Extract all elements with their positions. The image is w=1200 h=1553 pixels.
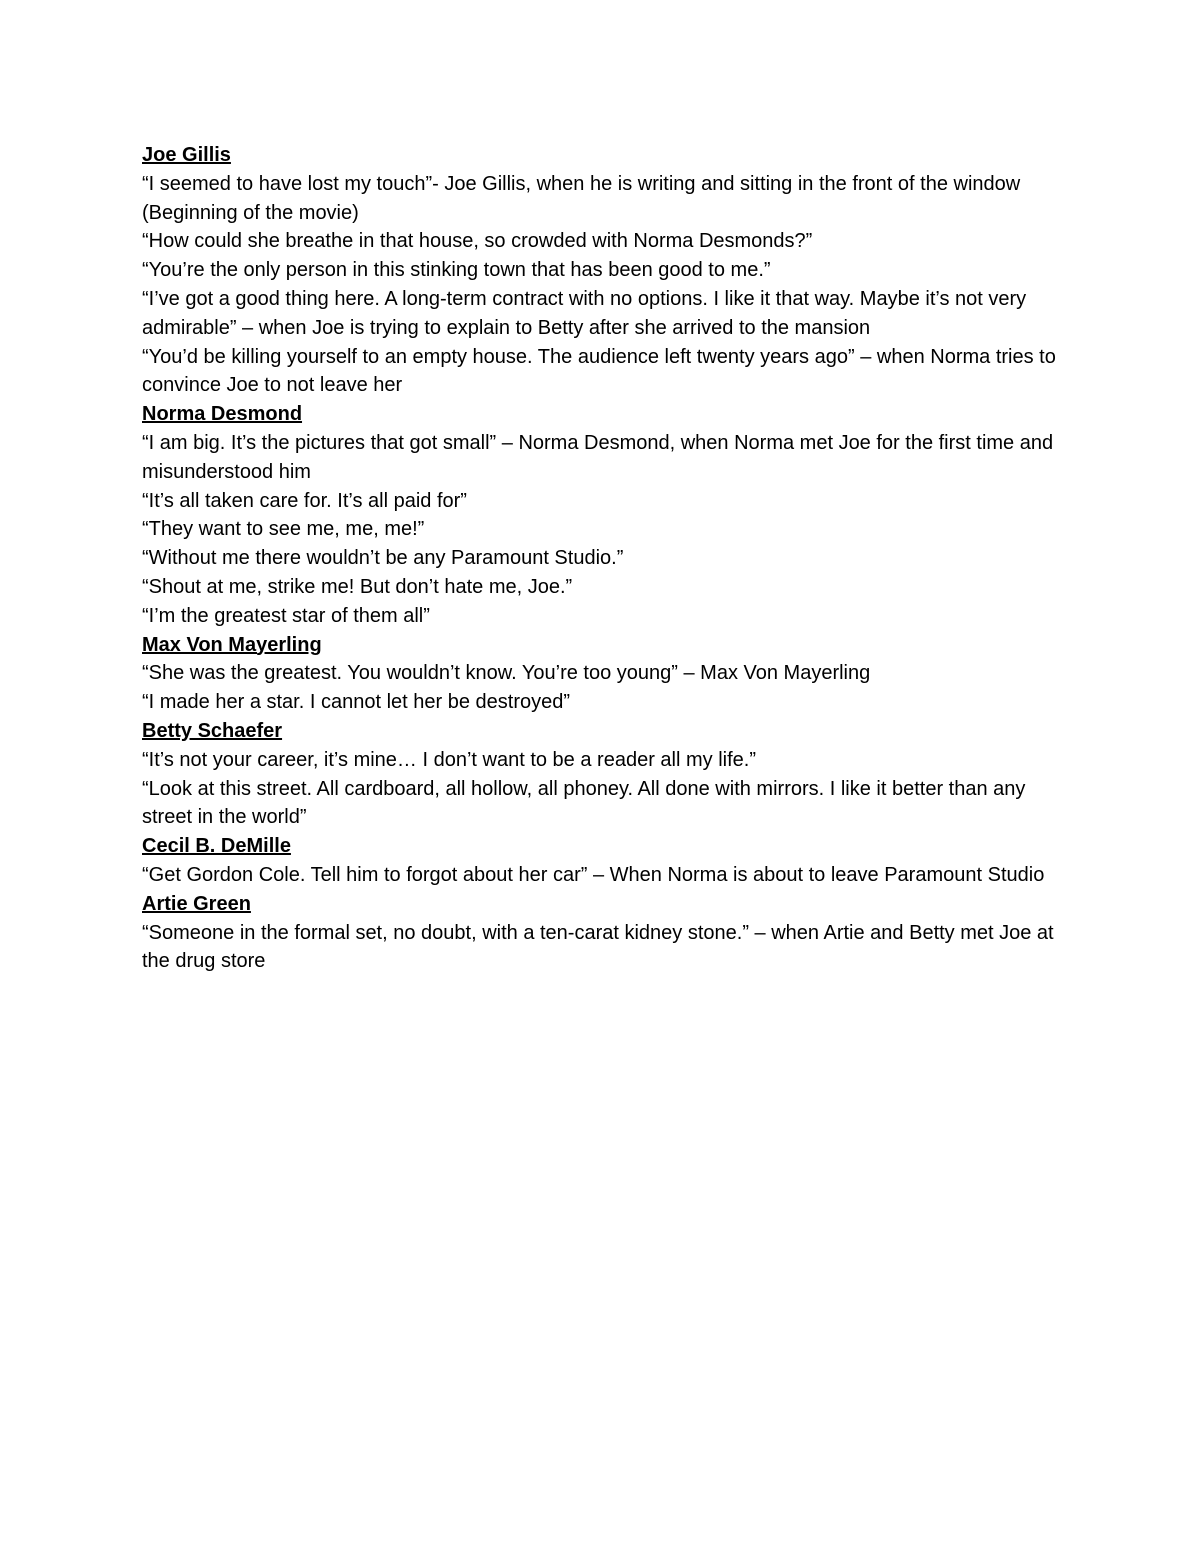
quote: “You’re the only person in this stinking town that has been good to me.” bbox=[142, 259, 771, 282]
quote: “How could she breathe in that house, so crowded with Norma Desmonds?” bbox=[142, 230, 813, 253]
section-heading: Artie Green bbox=[142, 892, 251, 915]
quote: “You’d be killing yourself to an empty house. The audience left twenty years ago” – when Norma tries to convince Joe to not leave her bbox=[142, 345, 1056, 397]
quote: “They want to see me, me, me!” bbox=[142, 518, 425, 541]
quote: “I’m the greatest star of them all” bbox=[142, 604, 430, 627]
section-heading: Norma Desmond bbox=[142, 403, 303, 426]
quote: “I made her a star. I cannot let her be destroyed” bbox=[142, 691, 571, 714]
section-heading: Cecil B. DeMille bbox=[142, 835, 291, 858]
quote: “Without me there wouldn’t be any Paramount Studio.” bbox=[142, 547, 624, 570]
section-norma-desmond bbox=[142, 400, 1072, 630]
section-cecil-b-demille bbox=[142, 832, 1072, 890]
section-artie-green bbox=[142, 890, 1072, 976]
section-heading: Joe Gillis bbox=[142, 144, 231, 166]
quote: “It’s not your career, it’s mine… I don’t want to be a reader all my life.” bbox=[142, 748, 756, 771]
quote: “Get Gordon Cole. Tell him to forgot about her car” – When Norma is about to leave Paramount Studio bbox=[142, 863, 1045, 886]
section-betty-schaefer bbox=[142, 717, 1072, 832]
quote: “Someone in the formal set, no doubt, with a ten-carat kidney stone.” – when Artie and Betty met Joe at the drug store bbox=[142, 921, 1054, 973]
section-max-von-mayerling bbox=[142, 631, 1072, 717]
quote: “I seemed to have lost my touch”- Joe Gillis, when he is writing and sitting in the front of the window (Beginning of the movie) bbox=[142, 172, 1021, 224]
section-heading: Betty Schaefer bbox=[142, 719, 283, 742]
quote: “Look at this street. All cardboard, all hollow, all phoney. All done with mirrors. I like it better than any street in the world” bbox=[142, 777, 1026, 829]
quote: “It’s all taken care for. It’s all paid for” bbox=[142, 489, 467, 512]
quote: “I’ve got a good thing here. A long-term contract with no options. I like it that way. Maybe it’s not very admirable” – when Joe is trying to explain to Betty after she arrived to the mansion bbox=[142, 287, 1027, 339]
quote: “I am big. It’s the pictures that got small” – Norma Desmond, when Norma met Joe for the first time and misunderstood him bbox=[142, 431, 1054, 483]
quote: “Shout at me, strike me! But don’t hate me, Joe.” bbox=[142, 575, 573, 598]
section-joe-gillis bbox=[142, 141, 1072, 400]
quote: “She was the greatest. You wouldn’t know. You’re too young” – Max Von Mayerling bbox=[142, 662, 871, 685]
section-heading: Max Von Mayerling bbox=[142, 633, 322, 656]
document-page bbox=[142, 141, 1072, 976]
